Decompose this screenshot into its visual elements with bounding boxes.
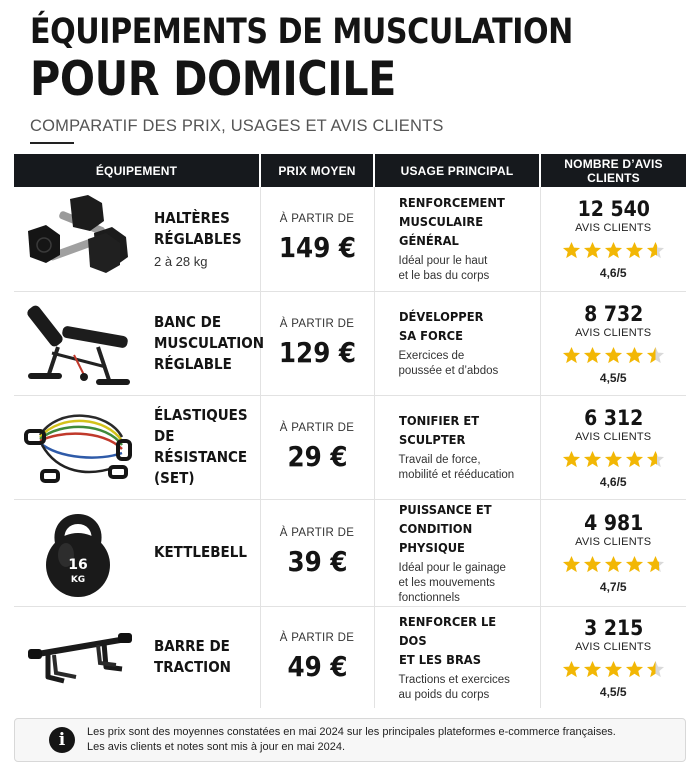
price-value: 49 € xyxy=(286,649,348,683)
star-icon xyxy=(583,241,602,260)
reviews-cell xyxy=(540,291,686,395)
price-cell xyxy=(260,187,374,291)
reviews-cell xyxy=(540,606,686,708)
price-cell xyxy=(260,395,374,499)
review-count: 3 215 xyxy=(583,615,643,640)
star-icon xyxy=(604,555,623,574)
usage-cell xyxy=(374,606,540,708)
review-count: 4 981 xyxy=(583,511,643,535)
table-row xyxy=(14,291,686,395)
star-rating xyxy=(541,555,687,574)
review-count-label: AVIS CLIENTS xyxy=(575,640,652,653)
info-icon: i xyxy=(49,727,75,753)
equipment-name: ÉLASTIQUES DE RÉSISTANCE (SET) xyxy=(154,406,248,487)
review-count-label: AVIS CLIENTS xyxy=(575,430,652,443)
equipment-name: HALTÈRES RÉGLABLES xyxy=(154,209,242,249)
rating-score: 4,5/5 xyxy=(599,370,627,385)
star-icon xyxy=(625,346,644,365)
star-icon xyxy=(646,555,665,574)
price-cell xyxy=(260,499,374,606)
usage-title: TONIFIER ET SCULPTER xyxy=(398,413,479,447)
price-value: 149 € xyxy=(278,231,356,265)
star-icon xyxy=(646,660,665,679)
price-value: 129 € xyxy=(278,335,356,369)
price-prefix: À PARTIR DE xyxy=(279,527,355,539)
dumbbells-icon xyxy=(14,191,142,287)
star-icon xyxy=(583,555,602,574)
review-count: 12 540 xyxy=(577,197,650,222)
review-count-label: AVIS CLIENTS xyxy=(575,326,652,339)
star-rating xyxy=(541,450,687,469)
usage-description: Exercices de poussée et d’abdos xyxy=(398,350,499,377)
kettlebell-icon xyxy=(14,505,142,601)
star-icon xyxy=(583,450,602,469)
column-header-reviews: NOMBRE D’AVIS CLIENTS xyxy=(540,154,686,187)
review-count-label: AVIS CLIENTS xyxy=(575,222,652,235)
equipment-name: BANC DE MUSCULATION RÉGLABLE xyxy=(154,312,265,373)
price-cell xyxy=(260,606,374,708)
price-cell xyxy=(260,291,374,395)
weight-bench-icon xyxy=(14,295,142,391)
usage-description: Idéal pour le gainage et les mouvements fonctionnels xyxy=(398,561,506,604)
star-rating xyxy=(541,241,687,260)
review-count: 6 312 xyxy=(583,405,643,430)
equipment-name: KETTLEBELL xyxy=(154,543,247,561)
page-subtitle: COMPARATIF DES PRIX, USAGES ET AVIS CLIENTS xyxy=(30,117,444,135)
footnote-line-1: Les prix sont des moyennes constatées en mai 2024 sur les principales plateformes e-commerce françaises. xyxy=(87,726,616,738)
usage-title: PUISSANCE ET CONDITION PHYSIQUE xyxy=(398,501,492,555)
equipment-range: 2 à 28 kg xyxy=(154,254,208,270)
price-value: 39 € xyxy=(286,545,348,578)
usage-cell xyxy=(374,187,540,291)
equipment-cell xyxy=(14,606,260,708)
rating-score: 4,6/5 xyxy=(599,474,627,489)
usage-cell xyxy=(374,291,540,395)
price-prefix: À PARTIR DE xyxy=(279,317,355,330)
reviews-cell xyxy=(540,395,686,499)
star-icon xyxy=(562,346,581,365)
star-icon xyxy=(583,660,602,679)
pull-up-bar-icon xyxy=(14,609,142,705)
star-icon xyxy=(562,450,581,469)
review-count-label: AVIS CLIENTS xyxy=(575,536,652,548)
resistance-bands-icon xyxy=(14,399,142,495)
price-value: 29 € xyxy=(286,439,348,473)
star-icon xyxy=(625,555,644,574)
footnote-line-2: Les avis clients et notes sont mis à jour en mai 2024. xyxy=(87,741,346,753)
kettlebell-weight: 16 xyxy=(68,556,88,573)
page-title-line2: POUR DOMICILE xyxy=(30,52,396,107)
price-prefix: À PARTIR DE xyxy=(279,421,355,434)
table-row xyxy=(14,606,686,708)
star-icon xyxy=(604,450,623,469)
star-icon xyxy=(625,660,644,679)
price-prefix: À PARTIR DE xyxy=(279,631,355,644)
usage-cell xyxy=(374,395,540,499)
column-header-price: PRIX MOYEN xyxy=(260,154,374,187)
table-header-row xyxy=(14,154,686,187)
equipment-cell xyxy=(14,499,260,606)
equipment-cell xyxy=(14,187,260,291)
star-icon xyxy=(562,555,581,574)
usage-title: RENFORCEMENT MUSCULAIRE GÉNÉRAL xyxy=(398,195,505,249)
rating-score: 4,5/5 xyxy=(599,684,627,699)
star-icon xyxy=(604,241,623,260)
star-icon xyxy=(646,450,665,469)
usage-cell xyxy=(374,499,540,606)
star-icon xyxy=(625,241,644,260)
table-row xyxy=(14,187,686,291)
star-icon xyxy=(625,450,644,469)
column-header-equipment: ÉQUIPEMENT xyxy=(14,154,260,187)
star-icon xyxy=(583,346,602,365)
star-icon xyxy=(646,346,665,365)
rating-score: 4,6/5 xyxy=(599,266,627,281)
price-prefix: À PARTIR DE xyxy=(279,213,355,226)
star-icon xyxy=(646,241,665,260)
page-title-line1: ÉQUIPEMENTS DE MUSCULATION xyxy=(30,12,573,52)
kettlebell-unit: KG xyxy=(70,574,86,585)
star-rating xyxy=(541,346,687,365)
footnote-box xyxy=(14,718,686,762)
rating-score: 4,7/5 xyxy=(599,580,627,594)
usage-description: Tractions et exercices au poids du corps xyxy=(398,673,510,701)
star-icon xyxy=(604,660,623,679)
usage-description: Travail de force, mobilité et rééducation xyxy=(398,454,515,481)
star-icon xyxy=(604,346,623,365)
star-icon xyxy=(562,660,581,679)
star-rating xyxy=(541,660,687,679)
comparison-table xyxy=(14,154,686,708)
column-header-usage: USAGE PRINCIPAL xyxy=(374,154,540,187)
usage-description: Idéal pour le haut et le bas du corps xyxy=(398,255,490,283)
equipment-name: BARRE DE TRACTION xyxy=(154,637,231,677)
table-row xyxy=(14,499,686,606)
equipment-cell xyxy=(14,395,260,499)
star-icon xyxy=(562,241,581,260)
equipment-cell xyxy=(14,291,265,395)
usage-title: DÉVELOPPER SA FORCE xyxy=(398,309,483,343)
review-count: 8 732 xyxy=(583,301,643,326)
usage-title: RENFORCER LE DOS ET LES BRAS xyxy=(398,613,496,667)
reviews-cell xyxy=(540,187,686,291)
reviews-cell xyxy=(540,499,686,606)
subtitle-underline xyxy=(30,142,74,144)
table-row xyxy=(14,395,686,499)
